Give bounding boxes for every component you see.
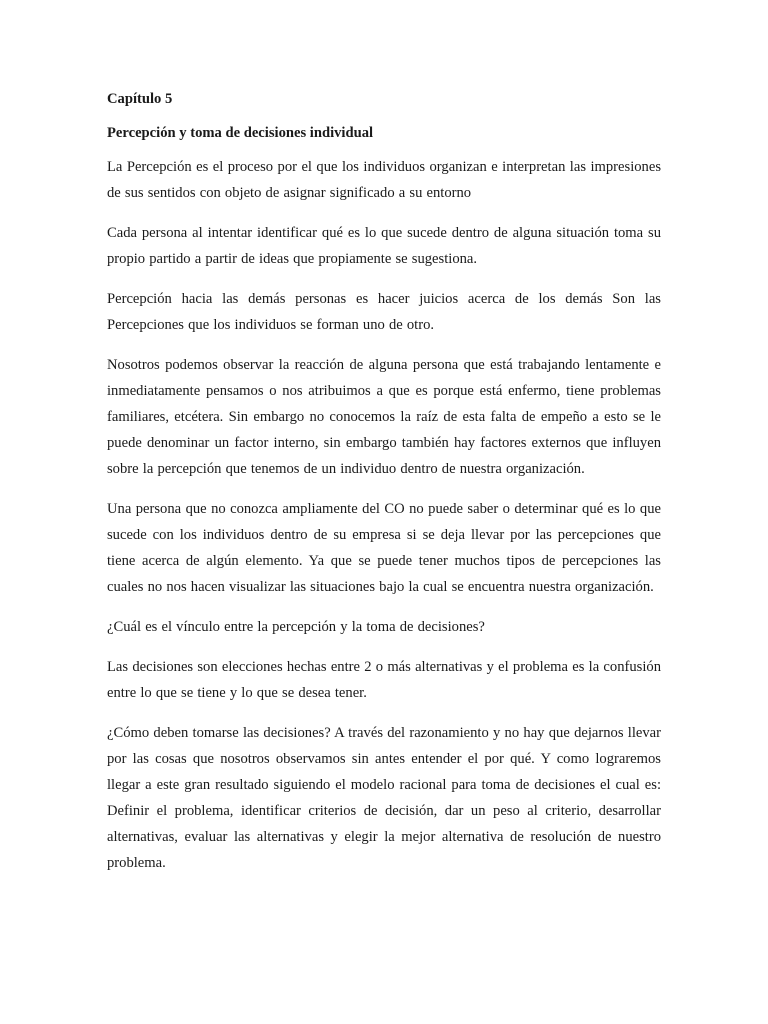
section-title: Percepción y toma de decisiones individual — [107, 125, 374, 141]
paragraph-organizational-behavior: Una persona que no conozca ampliamente del CO no puede saber o determinar qué es lo que sucede con los individuos dentro de su empresa si se deja llevar por las percepciones que tiene acerca de algún elemento. Ya que se puede tener muchos tipos de percepciones las cuales no nos hacen visualizar las situaciones bajo la cual se encuentra nuestra organización. — [107, 501, 661, 595]
paragraph-rational-model: ¿Cómo deben tomarse las decisiones? A través del razonamiento y no hay que dejarnos llevar por las cosas que nosotros observamos sin antes entender el por qué. Y como lograremos llegar a este gran resultado siguiendo el modelo racional para toma de decisiones el cual es: Definir el problema, identificar criterios de decisión, dar un peso al criterio, desarrollar alternativas, evaluar las alternativas y elegir la mejor alternativa de resolución de nuestro problema. — [107, 725, 661, 871]
paragraph-identification: Cada persona al intentar identificar qué es lo que sucede dentro de alguna situación toma su propio partido a partir de ideas que propiamente se sugestiona. — [107, 225, 661, 267]
document-page — [107, 86, 661, 890]
paragraph-question: ¿Cuál es el vínculo entre la percepción y la toma de decisiones? — [107, 619, 485, 635]
paragraph-definition: La Percepción es el proceso por el que los individuos organizan e interpretan las impresiones de sus sentidos con objeto de asignar significado a su entorno — [107, 159, 661, 201]
paragraph-perception-others: Percepción hacia las demás personas es hacer juicios acerca de los demás Son las Percepciones que los individuos se forman uno de otro. — [107, 291, 661, 333]
paragraph-decisions: Las decisiones son elecciones hechas entre 2 o más alternativas y el problema es la confusión entre lo que se tiene y lo que se desea tener. — [107, 659, 661, 701]
paragraph-observation: Nosotros podemos observar la reacción de alguna persona que está trabajando lentamente e inmediatamente pensamos o nos atribuimos a que es porque está enfermo, tiene problemas familiares, etcétera. Sin embargo no conocemos la raíz de esta falta de empeño a esto se le puede denominar un factor interno, sin embargo también hay factores externos que influyen sobre la percepción que tenemos de un individuo dentro de nuestra organización. — [107, 357, 661, 477]
chapter-heading: Capítulo 5 — [107, 91, 173, 107]
